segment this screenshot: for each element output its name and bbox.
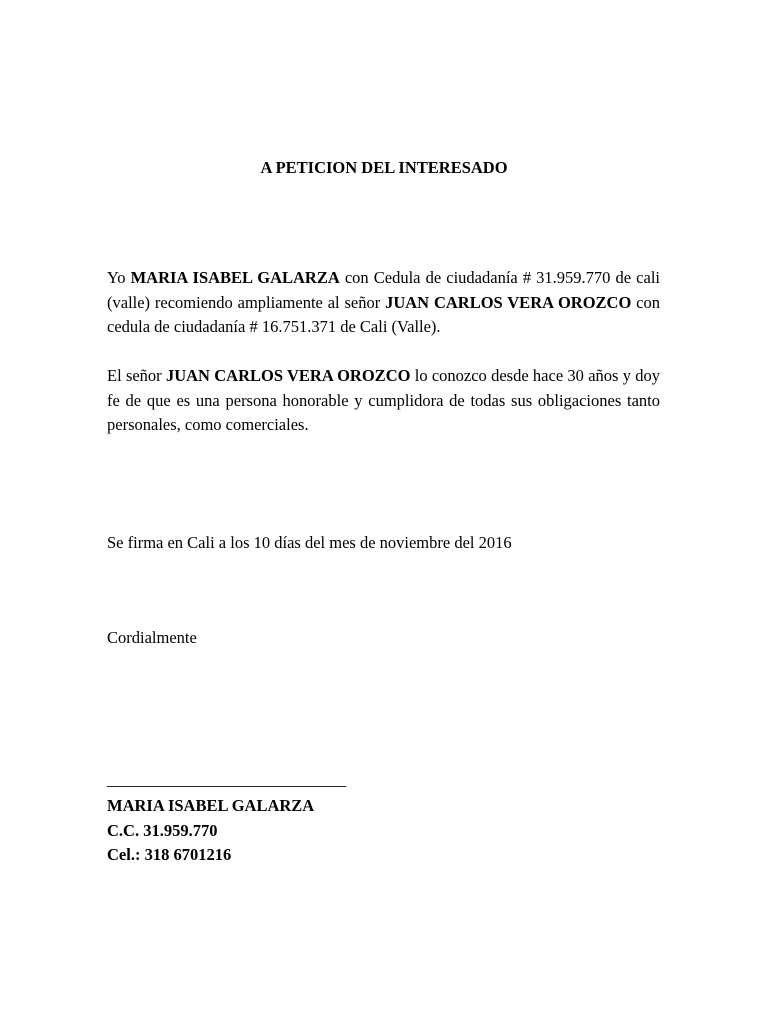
signature-phone: Cel.: 318 6701216	[107, 845, 232, 864]
recommended-name-inline-2: JUAN CARLOS VERA OROZCO	[165, 366, 411, 385]
signature-block	[107, 794, 314, 868]
paragraph2-text-2: lo conozco desde hace 30 años y doy fe de que es una persona honorable y cumplidora de todas sus obligaciones tanto personales, como comerciales.	[107, 366, 661, 434]
signature-name: MARIA ISABEL GALARZA	[107, 796, 315, 815]
recommended-name-inline: JUAN CARLOS VERA OROZCO	[385, 292, 632, 312]
paragraph2-text-1: El señor	[107, 366, 166, 385]
paragraph-recommendation	[107, 266, 660, 340]
paragraph1-text-1: Yo	[107, 268, 131, 287]
signature-line: _____________________________	[107, 770, 347, 789]
signature-id-number: C.C. 31.959.770	[107, 820, 218, 840]
salutation: Cordialmente	[107, 628, 197, 647]
paragraph-testimony	[107, 364, 660, 438]
document-title: A PETICION DEL INTERESADO	[260, 158, 508, 177]
paragraph1-text-3: con cedula de ciudadanía # 16.751.371 de Cali (Valle).	[107, 292, 660, 336]
signer-name-inline: MARIA ISABEL GALARZA	[130, 268, 340, 287]
paragraph1-text-2: con Cedula de ciudadanía # 31.959.770 de cali (valle) recomiendo ampliamente al señor	[107, 268, 660, 312]
signing-date-paragraph: Se firma en Cali a los 10 días del mes de noviembre del 2016	[107, 533, 512, 552]
